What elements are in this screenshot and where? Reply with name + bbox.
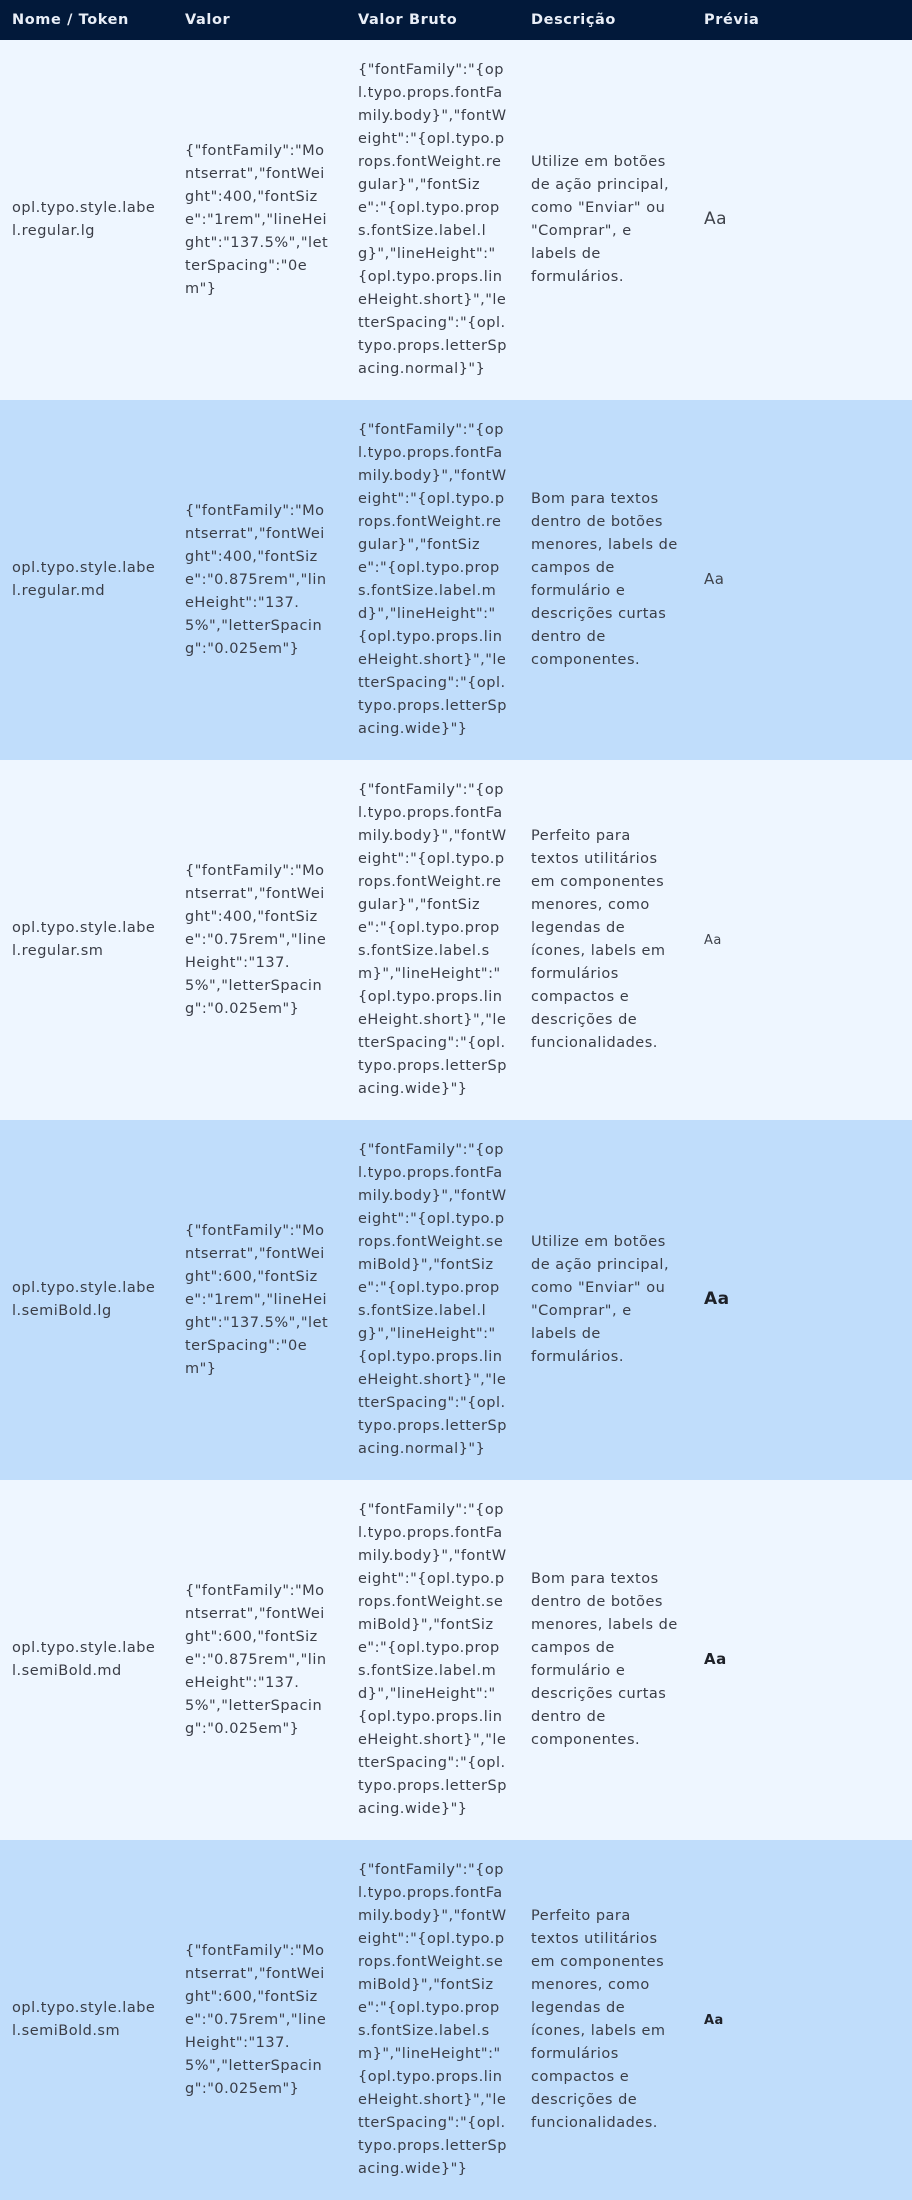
token-value: {"fontFamily":"Montserrat","fontWeight":400,"fontSize":"0.875rem","lineHeight":"137.5%","letterSpacing":"0.025em"} (185, 502, 327, 657)
preview-sample: Aa (704, 570, 725, 588)
token-preview (692, 40, 912, 400)
token-name: opl.typo.style.label.semiBold.lg (12, 1280, 156, 1319)
header-preview: Prévia (692, 0, 912, 40)
token-name: opl.typo.style.label.regular.sm (12, 920, 156, 959)
table-row (0, 1840, 912, 2200)
preview-sample: Aa (704, 1289, 730, 1309)
table-row (0, 760, 912, 1120)
table-header-row (0, 0, 912, 40)
token-description: Bom para textos dentro de botões menores, labels de campos de formulário e descrições curtas dentro de componentes. (531, 491, 678, 668)
table-row (0, 1120, 912, 1480)
header-raw-value: Valor Bruto (346, 0, 519, 40)
token-raw-value: {"fontFamily":"{opl.typo.props.fontFamily.body}","fontWeight":"{opl.typo.props.fontWeight.semiBold}","fontSize":"{opl.typo.props.fontSize.label.md}","lineHeight":"{opl.typo.props.lineHeight.short}","letterSpacing":"{opl.typo.props.letterSpacing.wide}"} (358, 1502, 507, 1817)
token-raw-value: {"fontFamily":"{opl.typo.props.fontFamily.body}","fontWeight":"{opl.typo.props.fontWeight.semiBold}","fontSize":"{opl.typo.props.fontSize.label.sm}","lineHeight":"{opl.typo.props.lineHeight.short}","letterSpacing":"{opl.typo.props.letterSpacing.wide}"} (358, 1862, 507, 2177)
table-row (0, 400, 912, 760)
token-description: Utilize em botões de ação principal, como "Enviar" ou "Comprar", e labels de formulários. (531, 1234, 670, 1365)
token-preview (692, 400, 912, 760)
header-name-token: Nome / Token (0, 0, 173, 40)
preview-sample: Aa (704, 209, 728, 229)
preview-sample: Aa (704, 1650, 727, 1668)
token-name: opl.typo.style.label.semiBold.md (12, 1640, 156, 1679)
table-row (0, 40, 912, 400)
token-value: {"fontFamily":"Montserrat","fontWeight":400,"fontSize":"1rem","lineHeight":"137.5%","letterSpacing":"0em"} (185, 142, 329, 297)
token-preview (692, 1840, 912, 2200)
token-preview (692, 1480, 912, 1840)
preview-sample: Aa (704, 932, 722, 948)
token-name: opl.typo.style.label.semiBold.sm (12, 2000, 156, 2039)
token-value: {"fontFamily":"Montserrat","fontWeight":600,"fontSize":"0.875rem","lineHeight":"137.5%","letterSpacing":"0.025em"} (185, 1582, 327, 1737)
preview-sample: Aa (704, 2012, 724, 2028)
table-row (0, 1480, 912, 1840)
token-description: Utilize em botões de ação principal, como "Enviar" ou "Comprar", e labels de formulários. (531, 154, 670, 285)
token-name: opl.typo.style.label.regular.lg (12, 200, 156, 239)
token-raw-value: {"fontFamily":"{opl.typo.props.fontFamily.body}","fontWeight":"{opl.typo.props.fontWeight.regular}","fontSize":"{opl.typo.props.fontSize.label.lg}","lineHeight":"{opl.typo.props.lineHeight.short}","letterSpacing":"{opl.typo.props.letterSpacing.normal}"} (358, 62, 507, 377)
token-name: opl.typo.style.label.regular.md (12, 560, 156, 599)
header-description: Descrição (519, 0, 692, 40)
token-raw-value: {"fontFamily":"{opl.typo.props.fontFamily.body}","fontWeight":"{opl.typo.props.fontWeight.semiBold}","fontSize":"{opl.typo.props.fontSize.label.lg}","lineHeight":"{opl.typo.props.lineHeight.short}","letterSpacing":"{opl.typo.props.letterSpacing.normal}"} (358, 1142, 507, 1457)
token-description: Perfeito para textos utilitários em componentes menores, como legendas de ícones, labels em formulários compactos e descrições de funcionalidades. (531, 1908, 666, 2131)
token-value: {"fontFamily":"Montserrat","fontWeight":400,"fontSize":"0.75rem","lineHeight":"137.5%","letterSpacing":"0.025em"} (185, 862, 327, 1017)
token-value: {"fontFamily":"Montserrat","fontWeight":600,"fontSize":"1rem","lineHeight":"137.5%","letterSpacing":"0em"} (185, 1222, 329, 1377)
token-value: {"fontFamily":"Montserrat","fontWeight":600,"fontSize":"0.75rem","lineHeight":"137.5%","letterSpacing":"0.025em"} (185, 1942, 327, 2097)
token-description: Perfeito para textos utilitários em componentes menores, como legendas de ícones, labels em formulários compactos e descrições de funcionalidades. (531, 828, 666, 1051)
token-description: Bom para textos dentro de botões menores, labels de campos de formulário e descrições curtas dentro de componentes. (531, 1571, 678, 1748)
header-value: Valor (173, 0, 346, 40)
token-raw-value: {"fontFamily":"{opl.typo.props.fontFamily.body}","fontWeight":"{opl.typo.props.fontWeight.regular}","fontSize":"{opl.typo.props.fontSize.label.sm}","lineHeight":"{opl.typo.props.lineHeight.short}","letterSpacing":"{opl.typo.props.letterSpacing.wide}"} (358, 782, 507, 1097)
token-preview (692, 760, 912, 1120)
token-preview (692, 1120, 912, 1480)
token-raw-value: {"fontFamily":"{opl.typo.props.fontFamily.body}","fontWeight":"{opl.typo.props.fontWeight.regular}","fontSize":"{opl.typo.props.fontSize.label.md}","lineHeight":"{opl.typo.props.lineHeight.short}","letterSpacing":"{opl.typo.props.letterSpacing.wide}"} (358, 422, 507, 737)
